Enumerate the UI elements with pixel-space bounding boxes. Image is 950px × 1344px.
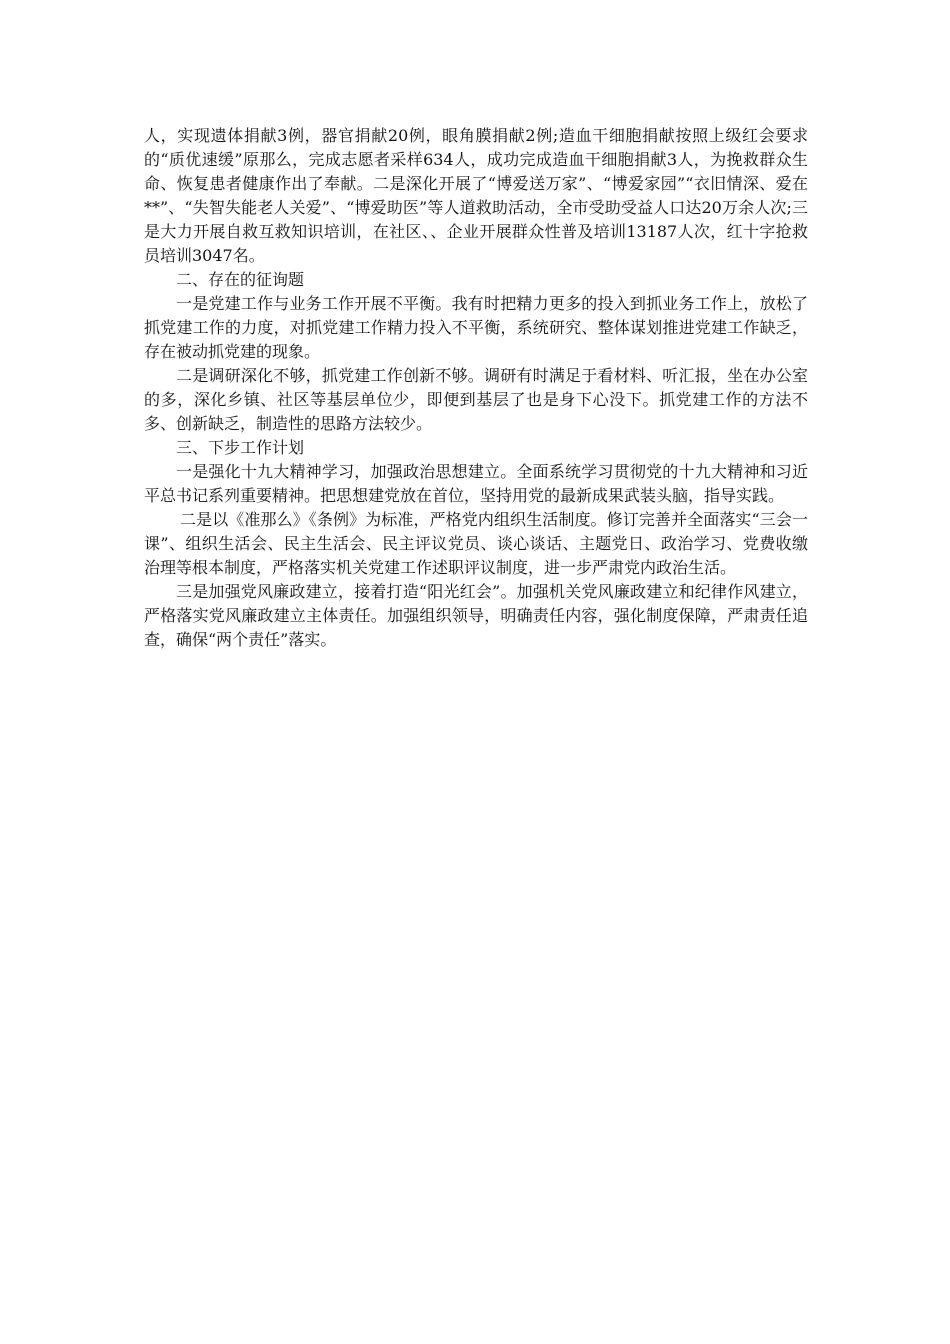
paragraph-problem-two: 二是调研深化不够，抓党建工作创新不够。调研有时满足于看材料、听汇报，坐在办公室的多，深化乡镇、社区等基层单位少，即便到基层了也是身下心没下。抓党建工作的方法不多、创新缺乏，制造性的思路方法较少。 [144, 366, 808, 433]
section-heading-problems: 二、存在的征询题 [176, 270, 305, 289]
section-heading-next-plan: 三、下步工作计划 [176, 438, 305, 457]
paragraph-plan-one: 一是强化十九大精神学习，加强政治思想建立。全面系统学习贯彻党的十九大精神和习近平总书记系列重要精神。把思想建党放在首位，坚持用党的最新成果武装头脑，指导实践。 [144, 462, 808, 505]
paragraph-problem-one: 一是党建工作与业务工作开展不平衡。我有时把精力更多的投入到抓业务工作上，放松了抓党建工作的力度，对抓党建工作精力投入不平衡，系统研究、整体谋划推进党建工作缺乏，存在被动抓党建的现象。 [144, 294, 808, 361]
paragraph-donation-summary: 人，实现遗体捐献3例，器官捐献20例，眼角膜捐献2例;造血干细胞捐献按照上级红会要求的“质优速缓”原那么，完成志愿者采样634人，成功完成造血干细胞捐献3人，为挽救群众生命、恢复患者健康作出了奉献。二是深化开展了“博爱送万家”、“博爱家园”“衣旧情深、爱在**”、“失智失能老人关爱”、“博爱助医”等人道救助活动，全市受助受益人口达20万余人次;三是大力开展自救互救知识培训，在社区、、企业开展群众性普及培训13187人次，红十字抢救员培训3047名。 [144, 126, 808, 265]
paragraph-plan-three: 三是加强党风廉政建立，接着打造“阳光红会”。加强机关党风廉政建立和纪律作风建立，严格落实党风廉政建立主体责任。加强组织领导，明确责任内容，强化制度保障，严肃责任追查，确保“两个责任”落实。 [144, 582, 808, 649]
paragraph-plan-two: 二是以《准那么》《条例》为标准，严格党内组织生活制度。修订完善并全面落实“三会一课”、组织生活会、民主生活会、民主评议党员、谈心谈话、主题党日、政治学习、党费收缴治理等根本制度，严格落实机关党建工作述职评议制度，进一步严肃党内政治生活。 [144, 510, 808, 577]
document-body [144, 124, 808, 652]
